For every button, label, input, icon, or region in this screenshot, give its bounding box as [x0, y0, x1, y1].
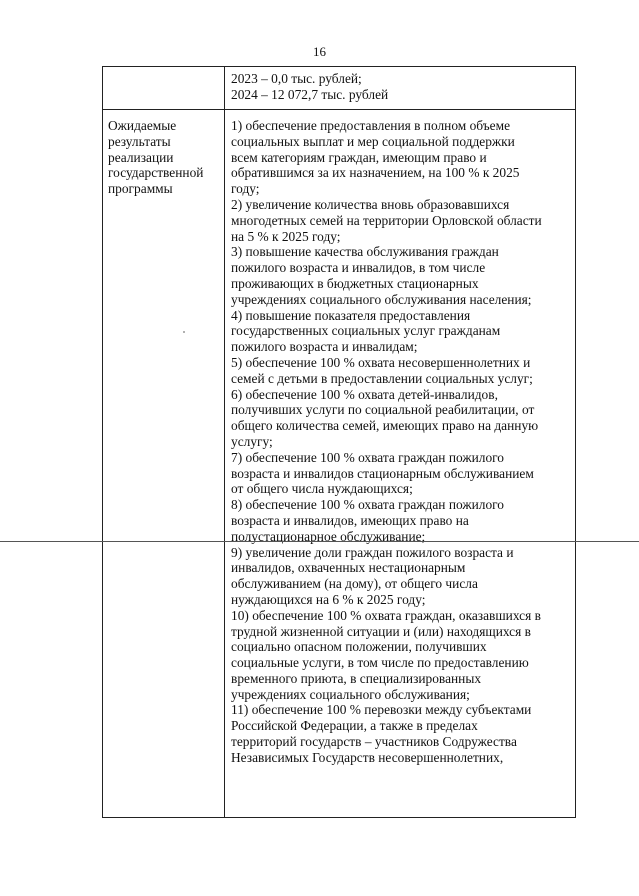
- financing-line: 2023 – 0,0 тыс. рублей;: [231, 71, 362, 86]
- row-divider: [103, 109, 575, 110]
- expected-result-line: временного приюта, в специализированных: [231, 670, 482, 686]
- expected-result-line: 11) обеспечение 100 % перевозки между субъектами: [231, 702, 532, 718]
- expected-result-line: социально опасном положении, получивших: [231, 639, 487, 655]
- row-label-line: Ожидаемые: [108, 118, 177, 133]
- expected-result-line: территорий государств – участников Содружества: [231, 734, 517, 750]
- expected-result-line: учреждениях социального обслуживания;: [231, 686, 470, 702]
- expected-result-line: полустационарное обслуживание;: [231, 528, 426, 544]
- row-label-cell: [108, 118, 203, 197]
- scan-fold-line: [0, 541, 639, 542]
- expected-result-line: общего количества семей, имеющих право на данную: [231, 418, 539, 434]
- expected-result-line: 3) повышение качества обслуживания граждан: [231, 244, 499, 260]
- expected-result-line: 2) увеличение количества вновь образовавшихся: [231, 196, 510, 212]
- expected-result-line: 1) обеспечение предоставления в полном объеме: [231, 118, 511, 133]
- expected-result-line: от общего числа нуждающихся;: [231, 481, 413, 497]
- expected-result-line: пожилого возраста и инвалидам;: [231, 339, 418, 355]
- row-label-line: реализации: [108, 149, 174, 165]
- column-divider: [224, 67, 225, 817]
- expected-result-line: 10) обеспечение 100 % охвата граждан, оказавшихся в: [231, 607, 541, 623]
- expected-result-line: всем категориям граждан, имеющим право и: [231, 149, 487, 165]
- expected-result-line: инвалидов, охваченных нестационарным: [231, 560, 466, 576]
- expected-result-line: 8) обеспечение 100 % охвата граждан пожилого: [231, 497, 505, 513]
- expected-result-line: возраста и инвалидов, имеющих право на: [231, 512, 469, 528]
- document-table: [102, 66, 576, 818]
- expected-result-line: учреждениях социального обслуживания населения;: [231, 291, 532, 307]
- expected-result-line: Независимых Государств несовершеннолетних,: [231, 749, 504, 765]
- row-label-line: программы: [108, 181, 173, 197]
- expected-results-cell: [231, 118, 542, 766]
- expected-result-line: 4) повышение показателя предоставления: [231, 307, 471, 323]
- expected-result-line: обслуживанием (на дому), от общего числа: [231, 576, 478, 592]
- row-label-line: результаты: [108, 133, 171, 149]
- expected-result-line: государственных социальных услуг гражданам: [231, 323, 501, 339]
- expected-result-line: многодетных семей на территории Орловской области: [231, 212, 542, 228]
- expected-result-line: 7) обеспечение 100 % охвата граждан пожилого: [231, 449, 505, 465]
- row-label-line: государственной: [108, 165, 204, 181]
- expected-result-line: на 5 % к 2025 году;: [231, 228, 341, 244]
- expected-result-line: проживающих в бюджетных стационарных: [231, 275, 479, 291]
- page-number: 16: [313, 44, 326, 59]
- expected-result-line: 5) обеспечение 100 % охвата несовершеннолетних и: [231, 354, 531, 370]
- financing-line: 2024 – 12 072,7 тыс. рублей: [231, 86, 389, 102]
- expected-result-line: году;: [231, 181, 260, 197]
- expected-result-line: обратившимся за их назначением, на 100 % к 2025: [231, 165, 520, 181]
- expected-result-line: возраста и инвалидов стационарным обслуживанием: [231, 465, 534, 481]
- expected-result-line: пожилого возраста и инвалидов, в том числе: [231, 260, 486, 276]
- expected-result-line: Российской Федерации, а также в пределах: [231, 718, 478, 734]
- scan-speck: [183, 331, 185, 333]
- expected-result-line: трудной жизненной ситуации и (или) находящихся в: [231, 623, 531, 639]
- expected-result-line: социальных выплат и мер социальной поддержки: [231, 133, 515, 149]
- expected-result-line: услугу;: [231, 433, 273, 449]
- expected-result-line: нуждающихся на 6 % к 2025 году;: [231, 591, 426, 607]
- expected-result-line: социальные услуги, в том числе по предоставлению: [231, 655, 529, 671]
- expected-result-line: 9) увеличение доли граждан пожилого возраста и: [231, 544, 514, 560]
- expected-result-line: семей с детьми в предоставлении социальных услуг;: [231, 370, 533, 386]
- expected-result-line: получивших услуги по социальной реабилитации, от: [231, 402, 535, 418]
- financing-cell: [231, 71, 388, 103]
- expected-result-line: 6) обеспечение 100 % охвата детей-инвалидов,: [231, 386, 498, 402]
